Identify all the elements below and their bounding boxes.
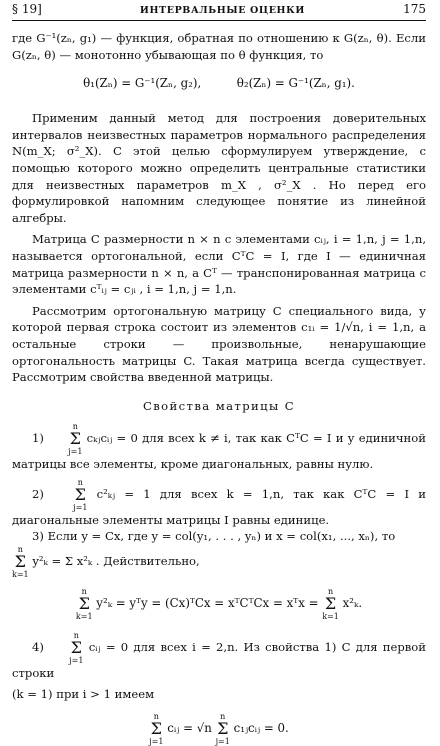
theta1-formula: θ₁(Zₙ) = G⁻¹(Zₙ, g₂), — [83, 76, 202, 91]
property-3-intro: 3) Если y = Cx, где y = col(y₁, . . . , yₙ) и x = col(x₁, ..., xₙ), то — [32, 529, 396, 544]
sum-symbol: n Σ j=1 — [69, 631, 84, 666]
display-formula-theta — [12, 74, 426, 92]
property-2: 2) n Σ j=1 c²ₖⱼ = 1 для всех k = 1,n, так как CᵀC = I и диагональные элементы матрицы I равны единице. — [12, 477, 427, 527]
sum-symbol: n Σ j=1 — [215, 712, 230, 746]
property-4-display: n Σ j=1 cᵢⱼ = √n n Σ j=1 c₁ⱼcᵢⱼ = 0. — [149, 712, 289, 746]
page-number: 175 — [403, 2, 426, 16]
property-4-line2: (k = 1) при i > 1 имеем — [12, 686, 155, 701]
property-3-line2 — [12, 545, 426, 579]
property-3-display: n Σ k=1 y²ₖ = yᵀy = (Cx)ᵀCx = xᵀCᵀCx = xᵀx = n Σ k=1 x²ₖ. — [75, 587, 363, 622]
section-number: § 19] — [12, 2, 42, 16]
property-4-text: для всех i = 2,n. Из свойства 1) C для первой строки — [12, 640, 427, 681]
property-2-formula: c²ₖⱼ = 1 — [96, 486, 151, 501]
page-header — [12, 2, 426, 20]
paragraph-intro: где G⁻¹(zₙ, g₁) — функция, обратная по отношению к G(zₙ, θ). Если G(zₙ, θ) — монотонно убывающая по θ функция, то — [12, 31, 426, 62]
property-3 — [12, 528, 426, 545]
sum-symbol: n Σ k=1 — [75, 587, 93, 622]
property-2-text: для всех k = 1,n, так как CᵀC = I и диагональные элементы матрицы I равны единице. — [12, 486, 427, 527]
property-1-text: для всех k ≠ i, так как CᵀC = I и у единичной матрицы все элементы, кроме диагональных, равны нулю. — [12, 431, 426, 472]
property-1-formula: cₖⱼcᵢⱼ = 0 — [86, 431, 138, 446]
page-body — [12, 30, 426, 746]
sum-symbol: n Σ j=1 — [149, 712, 164, 746]
paragraph-special-matrix: Рассмотрим ортогональную матрицу C специального вида, у которой первая строка состоит из элементов c₁ᵢ = 1/√n, i = 1,n, а остальные строки — произвольные, ненарушающие ортогональность матрицы C. Такая матрица всегда существует. Рассмотрим свойства введенной матрицы. — [12, 303, 426, 385]
paragraph-orthogonal-definition: Матрица C размерности n × n с элементами cᵢⱼ, i = 1,n, j = 1,n, называется ортогональной, если CᵀC = I, где I — единичная матрица размерности n × n, а Cᵀ — транспонированная матрица с элементами cᵀᵢⱼ = cⱼᵢ , i = 1,n, j = 1,n. — [12, 232, 426, 297]
section-heading: Свойства матрицы C — [142, 398, 296, 413]
property-4-formula: cᵢⱼ = 0 — [88, 640, 129, 655]
property-3-tail: . Действительно, — [95, 554, 200, 569]
property-1: 1) n Σ j=1 cₖⱼcᵢⱼ = 0 для всех k ≠ i, так как CᵀC = I и у единичной матрицы все элементы, кроме диагональных, равны нулю. — [12, 422, 426, 472]
sum-symbol: n Σ k=1 — [12, 545, 29, 580]
property-3-sum-formula: y²ₖ = Σ x²ₖ — [32, 554, 93, 569]
paragraph-method: Применим данный метод для построения доверительных интервалов неизвестных параметров нормального распределения N(m_X; σ²_X). С этой целью сформулируем утверждение, с помощью которого можно определить центральные статистики для неизвестных параметров m_X , σ²_X . Но перед его формулировкой напомним следующее понятие из линейной алгебры. — [12, 111, 426, 225]
theta2-formula: θ₂(Zₙ) = G⁻¹(Zₙ, g₁). — [236, 76, 355, 91]
property-4: 4) n Σ j=1 cᵢⱼ = 0 для всех i = 2,n. Из свойства 1) C для первой строки — [12, 631, 427, 681]
sum-symbol: n Σ k=1 — [322, 587, 339, 622]
sum-symbol: n Σ j=1 — [68, 422, 83, 457]
running-title: ИНТЕРВАЛЬНЫЕ ОЦЕНКИ — [139, 5, 305, 16]
header-rule — [12, 20, 426, 21]
sum-symbol: n Σ j=1 — [73, 477, 88, 512]
